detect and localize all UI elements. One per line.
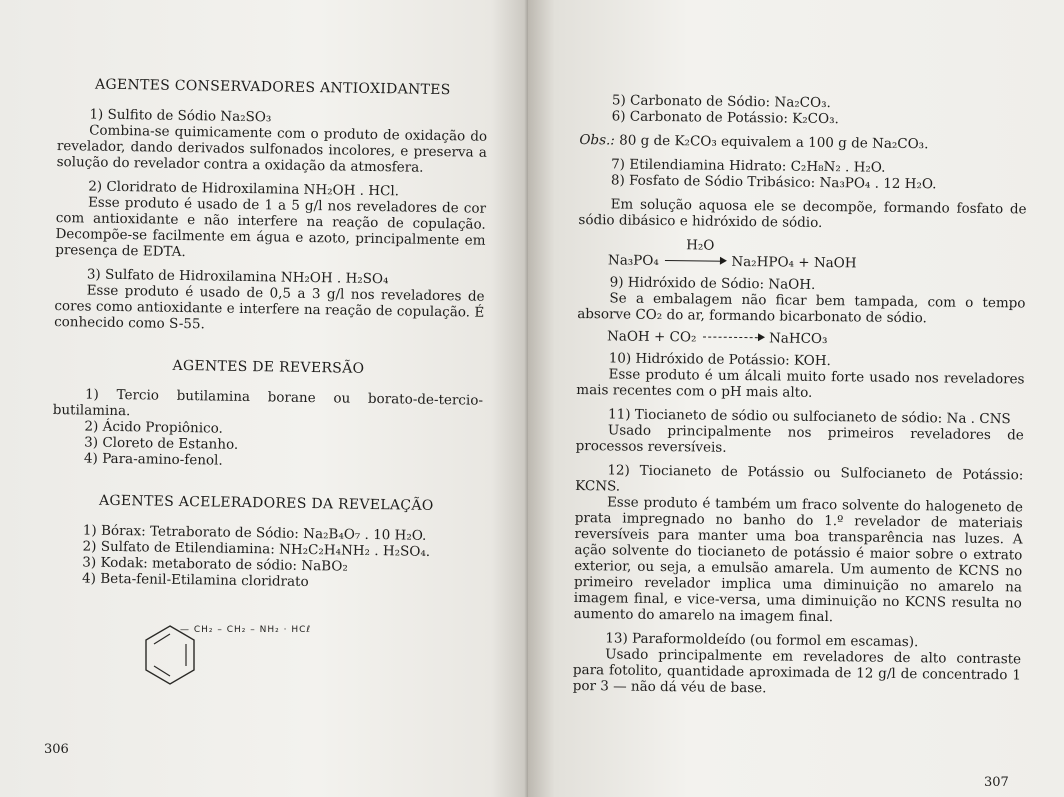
item-hidroxido-potassio-text: Esse produto é um álcali muito forte usado nos reveladores mais recentes com o pH mais alto.	[576, 366, 1025, 401]
reversao-item-3: 3) Cloreto de Estanho.	[84, 434, 239, 453]
item-carbonato-sodio: 5) Carbonato de Sódio: Na₂CO₃.	[611, 92, 831, 112]
equation-1-right: Na₂HPO₄ + NaOH	[731, 253, 857, 272]
acelerador-item-4: 4) Beta-fenil-Etilamina cloridrato	[81, 570, 309, 590]
item-sulfito-text: Combina-se quimicamente com o produto de oxidação do revelador, dando derivados sulfonados incolores, e preserva a solução do revelador contra a oxidação da atmosfera.	[56, 122, 488, 176]
item-cloridrato-title: 2) Cloridrato de Hidroxilamina NH₂OH . HCl.	[88, 178, 400, 200]
section-title-reversao: AGENTES DE REVERSÃO	[172, 357, 365, 377]
page-number-left: 306	[44, 742, 69, 757]
item-carbonato-potassio: 6) Carbonato de Potássio: K₂CO₃.	[611, 108, 839, 128]
item-fosfato: 8) Fosfato de Sódio Tribásico: Na₃PO₄ . 12 H₂O.	[610, 172, 937, 193]
item-hidroxido-sodio-title: 9) Hidróxido de Sódio: NaOH.	[609, 274, 816, 293]
item-etilendiamina: 7) Etilendiamina Hidrato: C₂H₈N₂ . H₂O.	[611, 156, 886, 176]
acelerador-item-3: 3) Kodak: metaborato de sódio: NaBO₂	[82, 554, 348, 575]
equation-1-left: Na₃PO₄	[607, 252, 659, 269]
dashed-arrow-icon	[703, 337, 763, 339]
right-page-text	[573, 92, 1028, 699]
reversao-item-1: 1) Tercio butilamina borane ou borato-de-tercio-butilamina.	[52, 386, 484, 420]
obs-label: Obs.:	[579, 131, 615, 149]
item-tiocianeto-sodio-text: Usado principalmente nos primeiros reveladores de processos reversíveis.	[575, 422, 1024, 456]
handwritten-formula: — CH₂ – CH₂ – NH₂ · HCℓ	[180, 625, 312, 635]
item-sulfito-title: 1) Sulfito de Sódio Na₂SO₃	[89, 106, 272, 126]
reversao-item-4: 4) Para-amino-fenol.	[83, 450, 223, 469]
item-tiocianeto-potassio-text: Esse produto é também um fraco solvente do halogeneto de prata impregnado no banho do 1.º revelador de materiais reversíveis para manter uma boa transparência nas luzes. A ação solvente do tiocianeto de potássio é maior sobre o extrato exterior, ou seja, a emulsão amarela. Um aumento de KCNS no primeiro revelador implica uma diminuição no amarelo na imagem final, e vice-versa, uma diminuição no KCNS resulta no aumento do amarelo na imagem final.	[573, 494, 1024, 626]
left-page	[0, 0, 528, 797]
item-hidroxido-potassio-title: 10) Hidróxido de Potássio: KOH.	[608, 350, 831, 370]
item-paraformoldeido-title: 13) Paraformoldeído (ou formol em escamas).	[605, 630, 919, 651]
left-page-text	[50, 76, 488, 593]
acelerador-item-1: 1) Bórax: Tetraborato de Sódio: Na₂B₄O₇ . 10 H₂O.	[82, 522, 427, 544]
obs-text: 80 g de K₂CO₃ equivalem a 100 g de Na₂CO₃.	[614, 132, 929, 153]
item-sulfato-hidroxilamina-title: 3) Sulfato de Hidroxilamina NH₂OH . H₂SO₄	[86, 266, 389, 288]
equation-2	[577, 328, 1025, 349]
section-title-aceleradores: AGENTES ACELERADORES DA REVELAÇÃO	[98, 492, 434, 514]
page-number-right: 307	[984, 775, 1009, 790]
right-page	[528, 0, 1064, 797]
arrow-icon	[665, 260, 725, 262]
equation-2-left: NaOH + CO₂	[606, 328, 697, 346]
section-title-antioxidantes: AGENTES CONSERVADORES ANTIOXIDANTES	[94, 76, 451, 99]
item-cloridrato-text: Esse produto é usado de 1 a 5 g/l nos reveladores de cor com antioxidante e não interfere na reação de copulação. Decompõe-se facilmente em água e azoto, principalmente em presença de EDTA.	[55, 194, 487, 261]
equation-1-condition: H₂O	[686, 237, 715, 254]
fosfato-paragraph: Em solução aquosa ele se decompõe, formando fosfato de sódio dibásico e hidróxido de sódio.	[578, 196, 1027, 231]
equation-2-right: NaHCO₃	[768, 330, 828, 348]
reversao-item-2: 2) Ácido Propiônico.	[84, 418, 223, 437]
item-tiocianeto-potassio-title: 12) Tiocianeto de Potássio ou Sulfocianeto de Potássio: KCNS.	[575, 462, 1024, 495]
item-hidroxido-sodio-text: Se a embalagem não ficar bem tampada, com o tempo absorve CO₂ do ar, formando bicarbonato de sódio.	[577, 290, 1026, 327]
acelerador-item-2: 2) Sulfato de Etilendiamina: NH₂C₂H₄NH₂ . H₂SO₄.	[82, 538, 431, 560]
item-paraformoldeido-text: Usado principalmente em reveladores de alto contraste para fotolito, quantidade aproximada de 12 g/l de concentrado 1 por 3 — não dá véu de base.	[572, 646, 1022, 697]
item-tiocianeto-sodio-title: 11) Tiocianeto de sódio ou sulfocianeto de sódio: Na . CNS	[607, 406, 1011, 428]
item-sulfato-hidroxilamina-text: Esse produto é usado de 0,5 a 3 g/l nos reveladores de cores como antioxidante e interfere na reação de copulação. É conhecido como S-55.	[54, 282, 485, 333]
